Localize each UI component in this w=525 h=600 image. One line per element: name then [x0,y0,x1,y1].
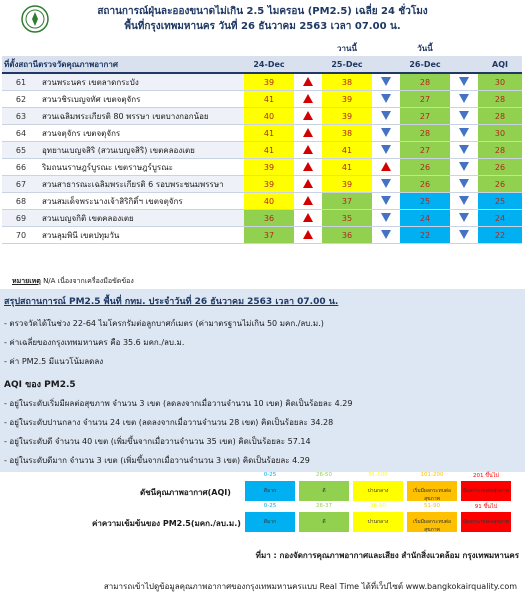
station-name: สวนสาธารณะเฉลิมพระเกียรติ 6 รอบพระชนมพรรษา [40,176,244,193]
trend-cell [450,142,478,159]
trend-down-icon [381,94,391,103]
station-name: สวนเฉลิมพระเกียรติ 80 พรรษา เขตบางกอกน้อย [40,108,244,125]
trend-down-icon [459,196,469,205]
trend-cell [372,159,400,176]
legend-range: 51-90 [424,503,440,509]
summary-range-text: - ตรวจวัดได้ในช่วง 22-64 ไมโครกรัมต่อลูกบาศก์เมตร (ค่ามาตรฐานไม่เกิน 50 มคก./ลบ.ม.) [4,319,324,328]
legend-range: 101-200 [420,472,444,478]
trend-down-icon [381,179,391,188]
report-header [0,0,525,40]
value-24dec: 40 [244,193,294,210]
value-25dec: 39 [322,91,372,108]
table-row [2,125,522,142]
pm-legend-label: ค่าความเข้มข้นของ PM2.5(มคก./ลบ.ม.) [92,519,241,528]
trend-down-icon [459,230,469,239]
value-24dec: 40 [244,108,294,125]
station-number: 69 [2,210,40,227]
trend-cell [450,125,478,142]
trend-up-icon [303,230,313,239]
legend-segment [299,503,349,532]
legend-level-text: เริ่มมีผลกระทบต่อสุขภาพ [412,519,452,533]
table-row [2,227,522,244]
trend-cell [372,176,400,193]
legend-range: 26-37 [316,503,332,509]
value-25dec: 36 [322,227,372,244]
trend-cell [294,227,322,244]
trend-cell [372,193,400,210]
value-26dec: 28 [400,73,450,91]
trend-cell [294,193,322,210]
value-24dec: 41 [244,91,294,108]
value-24dec: 41 [244,142,294,159]
trend-cell [372,142,400,159]
trend-cell [372,210,400,227]
trend-cell [294,73,322,91]
table-row [2,73,522,91]
pm-color-scale [245,503,515,533]
value-26dec: 22 [400,227,450,244]
station-number: 62 [2,91,40,108]
station-number: 67 [2,176,40,193]
table-row [2,193,522,210]
trend-cell [372,125,400,142]
trend-down-icon [381,145,391,154]
trend-cell [450,193,478,210]
station-table-wrapper [0,40,525,266]
trend-cell [450,176,478,193]
station-number: 68 [2,193,40,210]
aqi-level-very-good-text: - อยู่ในระดับดีมาก จำนวน 3 เขต (เพิ่มขึ้นจากเมื่อวานจำนวน 3 เขต) คิดเป็นร้อยละ 4.29 [4,456,310,465]
summary-panel [0,289,525,472]
trend-up-icon [303,162,313,171]
station-name: สวนวชิรเบญจทัศ เขตจตุจักร [40,91,244,108]
trend-cell [450,91,478,108]
trend-cell [450,73,478,91]
legend-level-text: ปานกลาง [367,519,389,525]
trend-cell [294,142,322,159]
trend-down-icon [459,213,469,222]
station-number: 61 [2,73,40,91]
trend-down-icon [459,94,469,103]
value-24dec: 37 [244,227,294,244]
table-row [2,91,522,108]
trend-up-icon [303,196,313,205]
trend-down-icon [459,145,469,154]
station-number: 64 [2,125,40,142]
legend-panel [0,472,525,542]
station-name: สวนสมเด็จพระนางเจ้าสิริกิติ์ฯ เขตจตุจักร [40,193,244,210]
legend-range: 51-100 [368,472,388,478]
col-24dec-header: 24-Dec [244,56,294,73]
trend-cell [294,125,322,142]
legend-range: 0-25 [263,503,277,509]
value-25dec: 37 [322,193,372,210]
report-title: สถานการณ์ฝุ่นละอองขนาดไม่เกิน 2.5 ไมครอน (PM2.5) เฉลี่ย 24 ชั่วโมง [97,6,428,17]
aqi-legend-label: ดัชนีคุณภาพอากาศ(AQI) [140,488,231,497]
trend-down-icon [459,111,469,120]
value-26dec: 24 [400,210,450,227]
yesterday-label: วานนี้ [337,43,357,53]
station-name: สวนลุมพินี เขตปทุมวัน [40,227,244,244]
value-24dec: 36 [244,210,294,227]
date-caption-row [2,40,522,56]
legend-segment [461,473,511,501]
today-label: วันนี้ [417,43,433,53]
value-aqi: 30 [478,73,522,91]
value-26dec: 27 [400,91,450,108]
value-24dec: 39 [244,159,294,176]
trend-up-icon [303,213,313,222]
legend-range: 91 ขึ้นไป [474,504,498,510]
trend-down-icon [381,77,391,86]
summary-average-text: - ค่าเฉลี่ยของกรุงเทพมหานคร คือ 35.6 มคก./ลบ.ม. [4,338,185,347]
trend-cell [450,210,478,227]
trend-down-icon [459,162,469,171]
legend-segment [407,503,457,533]
table-row [2,210,522,227]
aqi-level-moderate-text: - อยู่ในระดับปานกลาง จำนวน 24 เขต (ลดลงจากเมื่อวานจำนวน 28 เขต) คิดเป็นร้อยละ 34.28 [4,418,334,427]
station-rows [2,73,522,244]
value-26dec: 28 [400,125,450,142]
value-25dec: 38 [322,125,372,142]
trend-cell [294,176,322,193]
footnote [12,276,134,287]
trend-cell [372,73,400,91]
value-26dec: 27 [400,142,450,159]
legend-range: 38-50 [370,503,386,509]
legend-segment [461,504,511,532]
station-column-header: ที่ตั้งสถานีตรวจวัดคุณภาพอากาศ [2,56,244,73]
legend-level-text: เริ่มมีผลกระทบต่อสุขภาพ [412,488,452,502]
aqi-level-unhealthy-text: - อยู่ในระดับเริ่มมีผลต่อสุขภาพ จำนวน 3 เขต (ลดลงจากเมื่อวานจำนวน 10 เขต) คิดเป็นร้อยละ 4.29 [4,399,353,408]
trend-cell [294,91,322,108]
value-26dec: 27 [400,108,450,125]
station-name: สวนพระนคร เขตลาดกระบัง [40,73,244,91]
table-header-row [2,56,522,73]
trend-cell [372,91,400,108]
legend-level-text: ปานกลาง [367,488,389,494]
value-aqi: 28 [478,108,522,125]
value-aqi: 24 [478,210,522,227]
trend-cell [450,108,478,125]
value-aqi: 28 [478,142,522,159]
trend-cell [372,108,400,125]
trend-down-icon [459,128,469,137]
trend-up-icon [303,179,313,188]
legend-segment [245,472,295,501]
legend-segment [245,503,295,532]
value-aqi: 26 [478,176,522,193]
station-table [2,40,522,244]
trend-cell [294,210,322,227]
value-25dec: 38 [322,73,372,91]
legend-level-text: ดี [322,519,326,525]
trend-down-icon [459,179,469,188]
legend-segment [353,503,403,532]
trend-down-icon [381,111,391,120]
legend-level-text: มีผลกระทบต่อสุขภาพ [462,488,510,494]
legend-level-text: มีผลกระทบต่อสุขภาพ [462,519,510,525]
legend-range: 0-25 [263,472,277,478]
footnote-text: N/A เนื่องจากเครื่องมือขัดข้อง [43,277,134,285]
value-25dec: 39 [322,176,372,193]
trend-up-icon [303,145,313,154]
legend-segment [353,472,403,501]
col-25dec-header: 25-Dec [322,56,372,73]
table-row [2,176,522,193]
value-25dec: 35 [322,210,372,227]
table-row [2,108,522,125]
legend-level-text: ดีมาก [263,488,277,494]
trend-up-icon [303,128,313,137]
legend-segment [299,472,349,501]
trend-up-icon [303,77,313,86]
trend-cell [450,159,478,176]
station-name: สวนเบญจกิติ เขตคลองเตย [40,210,244,227]
aqi-color-scale [245,472,515,502]
summary-trend-text: - ค่า PM2.5 มีแนวโน้มลดลง [4,357,104,366]
value-aqi: 28 [478,91,522,108]
footer-text: สามารถเข้าไปดูข้อมูลคุณภาพอากาศของกรุงเทพมหานครแบบ Real Time ได้ที่เว็ปไซต์ www.bangkokairquality.com [103,582,517,591]
trend-up-icon [381,162,391,171]
trend-down-icon [381,230,391,239]
value-aqi: 30 [478,125,522,142]
summary-title: สรุปสถานการณ์ PM2.5 พื้นที่ กทม. ประจำวันที่ 26 ธันวาคม 2563 เวลา 07.00 น. [4,297,339,307]
station-name: อุทยานเบญจสิริ (สวนเบญจสิริ) เขตคลองเตย [40,142,244,159]
value-aqi: 26 [478,159,522,176]
value-26dec: 26 [400,159,450,176]
report-subtitle: พื้นที่กรุงเทพมหานคร วันที่ 26 ธันวาคม 2563 เวลา 07.00 น. [124,21,401,32]
station-name: สวนจตุจักร เขตจตุจักร [40,125,244,142]
value-24dec: 39 [244,73,294,91]
legend-level-text: ดี [322,488,326,494]
table-row [2,142,522,159]
legend-range: 26-50 [316,472,332,478]
source-text: ที่มา : กองจัดการคุณภาพอากาศและเสียง สำนักสิ่งแวดล้อม กรุงเทพมหานคร [255,551,519,560]
trend-cell [372,227,400,244]
value-25dec: 39 [322,108,372,125]
trend-down-icon [381,128,391,137]
value-26dec: 26 [400,176,450,193]
trend-down-icon [381,196,391,205]
footnote-label: หมายเหตุ [12,277,41,285]
legend-segment [407,472,457,502]
trend-up-icon [303,111,313,120]
value-26dec: 25 [400,193,450,210]
aqi-level-good-text: - อยู่ในระดับดี จำนวน 40 เขต (เพิ่มขึ้นจากเมื่อวานจำนวน 35 เขต) คิดเป็นร้อยละ 57.14 [4,437,311,446]
value-aqi: 22 [478,227,522,244]
value-aqi: 25 [478,193,522,210]
legend-range: 201 ขึ้นไป [472,473,500,479]
value-25dec: 41 [322,159,372,176]
value-25dec: 41 [322,142,372,159]
trend-up-icon [303,94,313,103]
station-name: ริมถนนราษฎร์บูรณะ เขตราษฎร์บูรณะ [40,159,244,176]
trend-cell [294,108,322,125]
station-number: 70 [2,227,40,244]
trend-cell [450,227,478,244]
trend-down-icon [459,77,469,86]
aqi-column-header: AQI [478,56,522,73]
table-row [2,159,522,176]
trend-down-icon [381,213,391,222]
aqi-summary-title: AQI ของ PM2.5 [4,380,76,390]
station-number: 63 [2,108,40,125]
station-number: 66 [2,159,40,176]
value-24dec: 41 [244,125,294,142]
col-26dec-header: 26-Dec [400,56,450,73]
value-24dec: 39 [244,176,294,193]
legend-level-text: ดีมาก [263,519,277,525]
trend-cell [294,159,322,176]
station-number: 65 [2,142,40,159]
